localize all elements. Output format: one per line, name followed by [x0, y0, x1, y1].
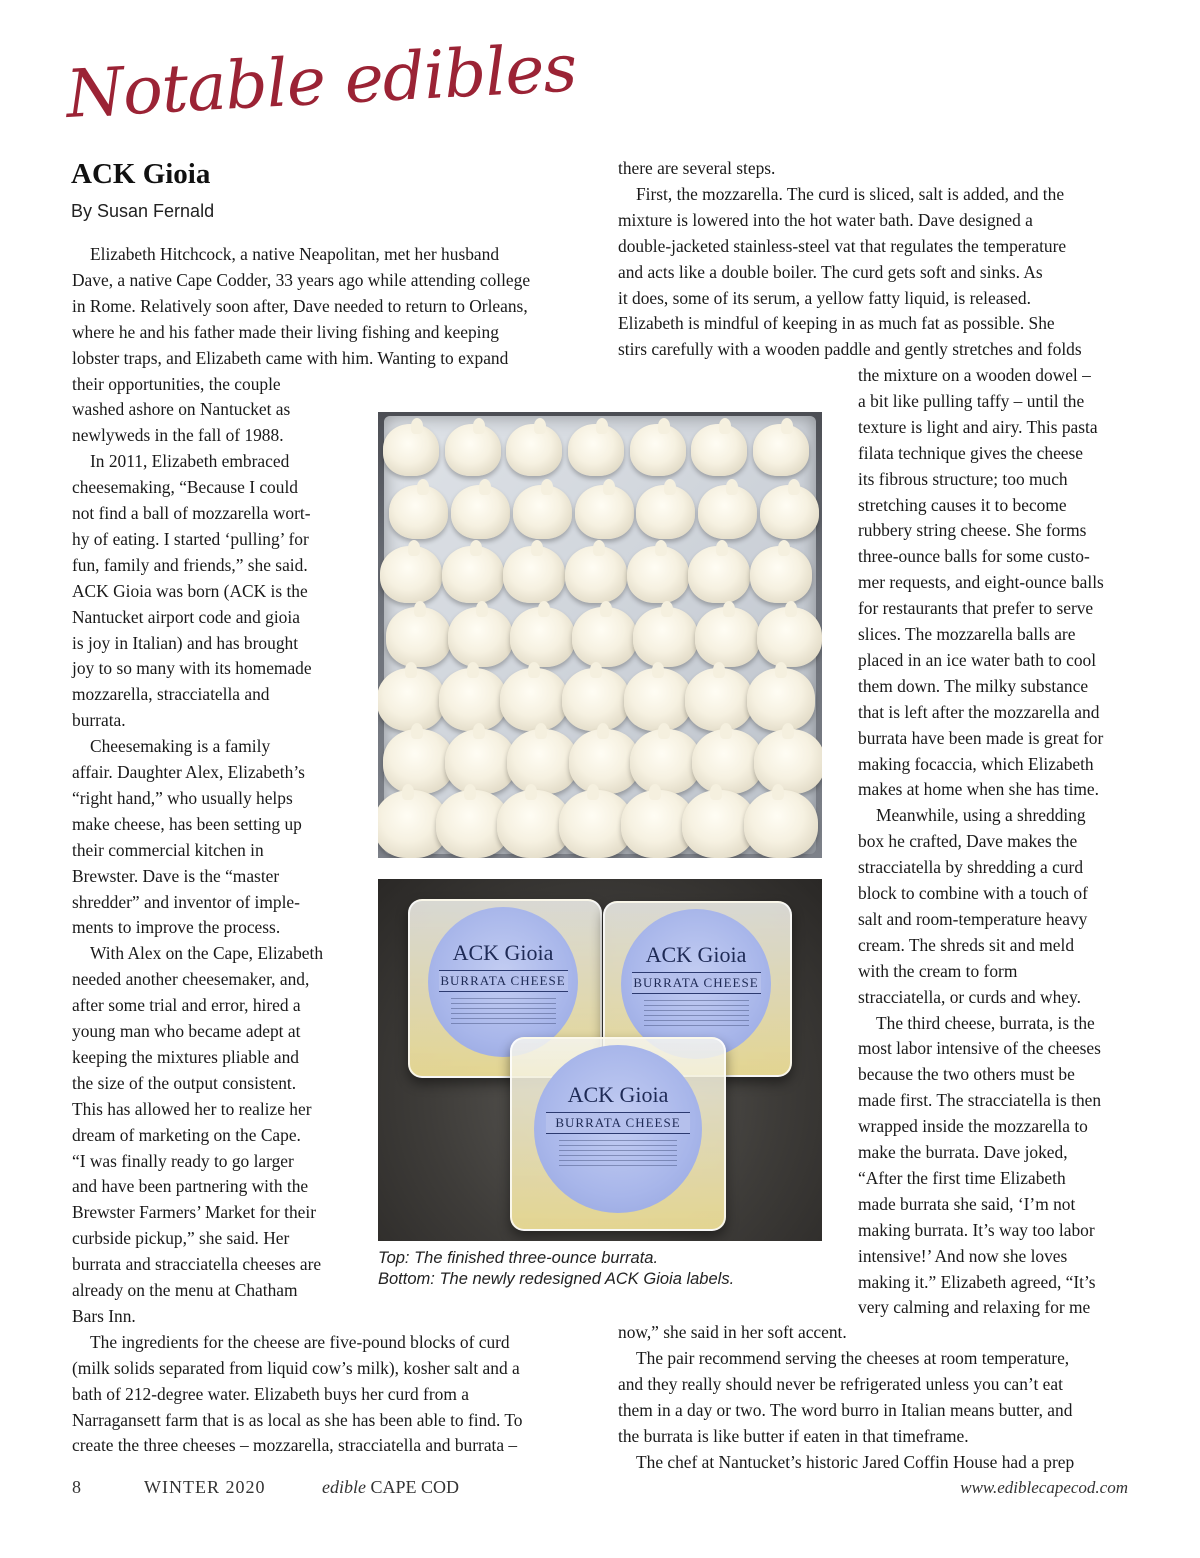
burrata-ball	[627, 546, 689, 603]
text-line: make the burrata. Dave joked,	[858, 1142, 1068, 1162]
burrata-ball	[572, 607, 637, 667]
text-line: keeping the mixtures pliable and	[72, 1046, 299, 1067]
text-line: intensive!’ And now she loves	[858, 1245, 1068, 1266]
product-label	[534, 1045, 702, 1213]
text-line: the burrata is like butter if eaten in that timeframe.	[618, 1425, 969, 1446]
text-line: With Alex on the Cape, Elizabeth	[90, 943, 324, 964]
text-line: not find a ball of mozzarella wort-	[72, 503, 311, 523]
text-line: Brewster Farmers’ Market for their	[72, 1202, 317, 1223]
text-line: and acts like a double boiler. The curd gets soft and sinks. As	[618, 261, 1043, 282]
text-line: is joy in Italian) and has brought	[72, 632, 299, 653]
burrata-ball	[624, 668, 692, 731]
text-line: shredder” and inventor of imple-	[72, 891, 300, 912]
burrata-ball	[503, 546, 565, 603]
text-line: that is left after the mozzarella and	[858, 701, 1100, 722]
burrata-ball	[695, 607, 760, 667]
label-product: BURRATA CHEESE	[632, 972, 761, 994]
text-line: their opportunities, the couple	[72, 373, 281, 394]
text-line: mixture is lowered into the hot water bath. Dave designed a	[618, 209, 1033, 230]
text-line: ACK Gioia was born (ACK is the	[72, 580, 308, 601]
text-line: them down. The milky substance	[858, 675, 1089, 696]
burrata-ball	[389, 485, 448, 539]
text-line: placed in an ice water bath to cool	[858, 649, 1097, 670]
burrata-ball	[633, 607, 698, 667]
label-fine-print	[451, 998, 556, 1024]
text-line: The ingredients for the cheese are five-pound blocks of curd	[90, 1331, 510, 1352]
burrata-ball	[506, 424, 562, 476]
text-line: rubbery string cheese. She forms	[858, 520, 1087, 541]
text-line: stretching causes it to become	[858, 494, 1067, 515]
burrata-ball	[685, 668, 753, 731]
text-line: (milk solids separated from liquid cow’s milk), kosher salt and a	[72, 1357, 520, 1378]
text-line: now,” she said in her soft accent.	[618, 1322, 847, 1342]
text-line: Elizabeth Hitchcock, a native Neapolitan, met her husband	[90, 244, 500, 264]
burrata-ball	[569, 729, 640, 794]
burrata-ball	[630, 424, 686, 476]
burrata-ball	[636, 485, 695, 539]
text-line: bath of 212-degree water. Elizabeth buys her curd from a	[72, 1383, 469, 1404]
burrata-ball	[698, 485, 757, 539]
magazine-name-rest: CAPE COD	[365, 1477, 459, 1497]
burrata-ball	[451, 485, 510, 539]
article-title: ACK Gioia	[71, 158, 211, 190]
text-line: filata technique gives the cheese	[858, 442, 1084, 463]
text-line: most labor intensive of the cheeses	[858, 1038, 1101, 1059]
burrata-ball	[510, 607, 575, 667]
caption-line: Top: The finished three-ounce burrata.	[378, 1249, 659, 1267]
text-line: making focaccia, which Elizabeth	[858, 753, 1094, 774]
section-title: Notable edibles	[64, 29, 579, 133]
burrata-ball	[688, 546, 750, 603]
burrata-ball	[442, 546, 504, 603]
text-line: for restaurants that prefer to serve	[858, 598, 1094, 619]
text-line: where he and his father made their living fishing and keeping	[72, 321, 499, 342]
text-line: The third cheese, burrata, is the	[876, 1012, 1095, 1033]
burrata-tray-photo	[378, 412, 822, 858]
text-line: cream. The shreds sit and meld	[858, 934, 1075, 955]
text-line: The pair recommend serving the cheeses at room temperature,	[636, 1347, 1070, 1368]
text-line: made first. The stracciatella is then	[858, 1090, 1102, 1111]
text-line: joy to so many with its homemade	[72, 658, 312, 679]
burrata-ball	[507, 729, 578, 794]
text-line: mozzarella, stracciatella and	[72, 684, 270, 705]
photo-caption	[378, 1248, 734, 1290]
text-line: the size of the output consistent.	[72, 1072, 297, 1093]
burrata-ball	[378, 668, 445, 731]
text-line: the mixture on a wooden dowel –	[858, 365, 1091, 385]
label-brand: ACK Gioia	[567, 1081, 669, 1107]
text-line: mer requests, and eight-ounce balls	[858, 572, 1104, 593]
text-line: stracciatella, or curds and whey.	[858, 986, 1081, 1007]
label-fine-print	[644, 1000, 749, 1026]
product-label	[428, 907, 578, 1057]
text-line: Brewster. Dave is the “master	[72, 865, 280, 886]
burrata-containers-photo	[378, 879, 822, 1241]
text-line: there are several steps.	[618, 158, 776, 178]
text-line: ments to improve the process.	[72, 917, 281, 938]
text-line: texture is light and airy. This pasta	[858, 416, 1098, 437]
burrata-ball	[513, 485, 572, 539]
burrata-ball	[386, 607, 451, 667]
text-line: its fibrous structure; too much	[858, 468, 1068, 489]
burrata-ball	[562, 668, 630, 731]
label-brand: ACK Gioia	[645, 942, 747, 967]
website-url: www.ediblecapecod.com	[960, 1478, 1128, 1497]
burrata-ball	[380, 546, 442, 603]
text-line: made burrata she said, ‘I’m not	[858, 1193, 1076, 1214]
text-line: This has allowed her to realize her	[72, 1098, 312, 1119]
text-line: and have been partnering with the	[72, 1176, 309, 1197]
text-line: after some trial and error, hired a	[72, 995, 301, 1016]
caption-line: Bottom: The newly redesigned ACK Gioia labels.	[378, 1270, 735, 1288]
text-line: block to combine with a touch of	[858, 883, 1088, 903]
label-product: BURRATA CHEESE	[439, 970, 568, 992]
text-line: making it.” Elizabeth agreed, “It’s	[858, 1271, 1096, 1292]
burrata-container	[510, 1037, 726, 1231]
burrata-ball	[760, 485, 819, 539]
burrata-ball	[383, 729, 454, 794]
text-line: hy of eating. I started ‘pulling’ for	[72, 528, 309, 549]
text-line: box he crafted, Dave makes the	[858, 831, 1078, 852]
text-line: Dave, a native Cape Codder, 33 years ago while attending college	[72, 269, 531, 290]
text-line: stracciatella by shredding a curd	[858, 857, 1084, 878]
text-line: burrata have been made is great for	[858, 727, 1104, 748]
burrata-ball	[630, 729, 701, 794]
text-line: a bit like pulling taffy – until the	[858, 390, 1085, 411]
text-line: slices. The mozzarella balls are	[858, 624, 1076, 644]
text-line: making burrata. It’s way too labor	[858, 1219, 1095, 1240]
text-line: newlyweds in the fall of 1988.	[72, 425, 284, 446]
text-line: it does, some of its serum, a yellow fatty liquid, is released.	[618, 287, 1031, 308]
burrata-ball	[691, 424, 747, 476]
text-line: washed ashore on Nantucket as	[72, 399, 291, 420]
text-line: makes at home when she has time.	[858, 779, 1099, 800]
text-line: Meanwhile, using a shredding	[876, 805, 1086, 826]
burrata-ball	[565, 546, 627, 603]
text-line: already on the menu at Chatham	[72, 1280, 298, 1300]
label-product: BURRATA CHEESE	[546, 1112, 690, 1134]
text-line: three-ounce balls for some custo-	[858, 546, 1090, 567]
text-line: them in a day or two. The word burro in Italian means butter, and	[618, 1399, 1073, 1420]
burrata-ball	[439, 668, 507, 731]
text-line: Nantucket airport code and gioia	[72, 606, 300, 627]
text-line: wrapped inside the mozzarella to	[858, 1116, 1088, 1137]
issue-label: WINTER 2020	[144, 1477, 266, 1497]
burrata-ball	[692, 729, 763, 794]
text-line: their commercial kitchen in	[72, 839, 264, 860]
text-line: curbside pickup,” she said. Her	[72, 1228, 290, 1249]
text-line: stirs carefully with a wooden paddle and gently stretches and folds	[618, 339, 1082, 360]
text-line: very calming and relaxing for me	[858, 1297, 1091, 1318]
text-line: young man who became adept at	[72, 1021, 301, 1041]
text-line: with the cream to form	[858, 960, 1018, 981]
text-line: The chef at Nantucket’s historic Jared Coffin House had a prep	[636, 1451, 1075, 1472]
text-line: lobster traps, and Elizabeth came with him. Wanting to expand	[72, 347, 509, 368]
burrata-ball	[753, 424, 809, 476]
text-line: burrata.	[72, 710, 126, 731]
text-line: Narragansett farm that is as local as she has been able to find. To	[72, 1409, 523, 1430]
text-line: Bars Inn.	[72, 1305, 136, 1326]
burrata-ball	[568, 424, 624, 476]
burrata-ball	[448, 607, 513, 667]
text-line: and they really should never be refrigerated unless you can’t eat	[618, 1373, 1063, 1394]
text-line: Elizabeth is mindful of keeping in as much fat as possible. She	[618, 313, 1055, 334]
text-line: “right hand,” who usually helps	[72, 787, 293, 808]
text-line: affair. Daughter Alex, Elizabeth’s	[72, 762, 305, 782]
label-fine-print	[559, 1140, 677, 1166]
text-line: cheesemaking, “Because I could	[72, 477, 298, 498]
burrata-ball	[575, 485, 634, 539]
text-line: salt and room-temperature heavy	[858, 908, 1088, 929]
burrata-ball	[445, 424, 501, 476]
text-line: Cheesemaking is a family	[90, 736, 271, 757]
text-line: needed another cheesemaker, and,	[72, 969, 310, 990]
text-line: “I was finally ready to go larger	[72, 1150, 294, 1171]
tray	[384, 416, 816, 854]
page-number: 8	[72, 1477, 81, 1497]
burrata-ball	[500, 668, 568, 731]
text-line: In 2011, Elizabeth embraced	[90, 451, 290, 472]
text-line: in Rome. Relatively soon after, Dave needed to return to Orleans,	[72, 295, 528, 316]
text-line: double-jacketed stainless-steel vat that regulates the temperature	[618, 235, 1067, 256]
text-line: create the three cheeses – mozzarella, stracciatella and burrata –	[72, 1435, 518, 1456]
burrata-ball	[754, 729, 822, 794]
text-line: dream of marketing on the Cape.	[72, 1124, 301, 1145]
text-line: burrata and stracciatella cheeses are	[72, 1254, 322, 1275]
magazine-name-italic: edible	[322, 1477, 366, 1497]
text-line: fun, family and friends,” she said.	[72, 554, 308, 575]
byline: By Susan Fernald	[71, 201, 215, 221]
burrata-ball	[445, 729, 516, 794]
label-brand: ACK Gioia	[452, 940, 554, 965]
burrata-ball	[750, 546, 812, 603]
burrata-ball	[757, 607, 822, 667]
text-line: make cheese, has been setting up	[72, 813, 302, 834]
burrata-ball	[383, 424, 439, 476]
text-line: because the two others must be	[858, 1064, 1075, 1085]
text-line: “After the first time Elizabeth	[858, 1167, 1066, 1188]
magazine-name	[322, 1477, 459, 1498]
burrata-ball	[744, 790, 818, 858]
burrata-ball	[747, 668, 815, 731]
text-line: First, the mozzarella. The curd is sliced, salt is added, and the	[636, 183, 1065, 204]
